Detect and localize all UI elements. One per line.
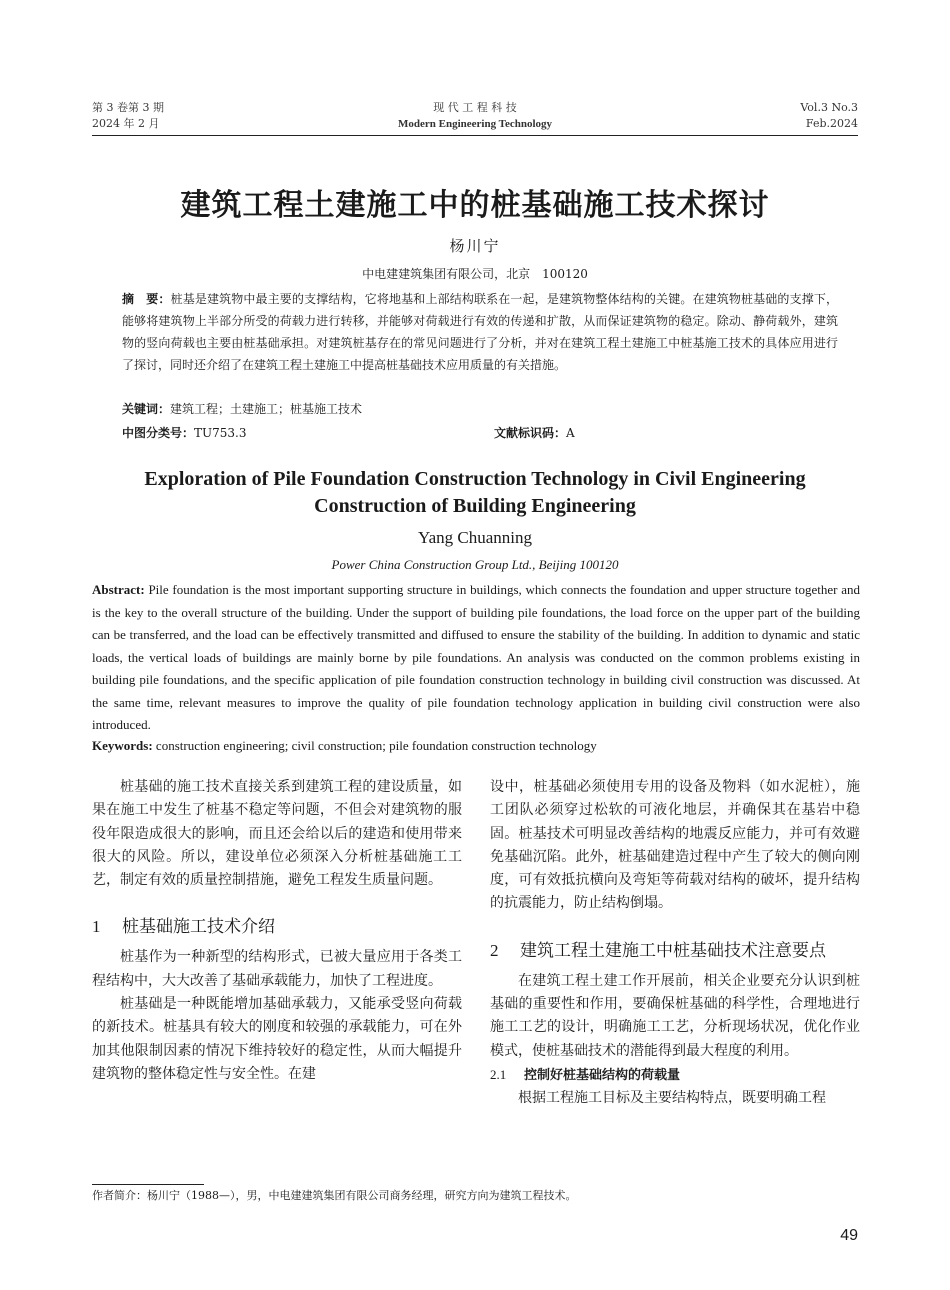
classification-number [122, 423, 247, 443]
section-1-paragraph-2-continued: 设中，桩基础必须使用专用的设备及物料（如水泥桩），施工团队必须穿过松软的可液化地层，并确保其在基岩中稳固。桩基技术可明显改善结构的地震反应能力，并可有效避免基础沉陷。此外，桩基础建造过程中产生了较大的侧向刚度，可有效抵抗横向及弯矩等荷载对结构的破坏，提升结构的抗震能力，防止结构倒塌。 [490, 779, 860, 912]
keywords-en [92, 736, 860, 756]
date-en: Feb.2024 [805, 117, 858, 130]
section-2-1-paragraph-1: 根据工程施工目标及主要结构特点，既要明确工程 [518, 1089, 826, 1106]
section-2-1-heading [490, 1063, 860, 1087]
date-cn: 2024 年 2 月 [92, 117, 160, 130]
section-2-title: 建筑工程土建施工中桩基础技术注意要点 [520, 940, 826, 961]
classification-label: 中图分类号： [122, 426, 195, 440]
abstract-label-en: Abstract: [92, 582, 145, 597]
abstract-text-en: Pile foundation is the most important supporting structure in buildings, which connects the foundation and upper structure together and is the key to the overall structure of the building. Under the support of building pile foundations, the load force on the upper part of the building can be transferred, and the load can be effectively transmitted and diffused to ensure the stability of the building. In addition to dynamic and static loads, the vertical loads of buildings are mainly borne by pile foundations. An analysis was conducted on the common problems existing in building pile foundations, and the specific application of pile foundation construction technology in building civil construction was discussed. At the same time, relevant measures to improve the quality of pile foundation technology application in building civil construction were also introduced. [92, 582, 860, 732]
abstract-text-cn: 桩基是建筑物中最主要的支撑结构，它将地基和上部结构联系在一起，是建筑物整体结构的关键。在建筑物桩基础的支撑下，能够将建筑物上半部分所受的荷载力进行转移，并能够对荷载进行有效的传递和扩散，从而保证建筑物的稳定。除动、静荷载外，建筑物的竖向荷载也主要由桩基础承担。对建筑桩基存在的常见问题进行了分析，并对在建筑工程土建施工中桩基施工技术的具体应用进行了探讨，同时还介绍了在建筑工程土建施工中提高桩基础技术应用质量的有关措施。 [122, 292, 838, 372]
keywords-cn [122, 399, 362, 419]
section-2-1-number: 2.1 [490, 1066, 507, 1082]
journal-name-en: Modern Engineering Technology [397, 118, 553, 130]
abstract-en [92, 579, 860, 737]
keywords-text-en: construction engineering; civil construction; pile foundation construction technology [152, 738, 597, 753]
document-code-value: A [566, 426, 575, 440]
paper-title-en-line1: Exploration of Pile Foundation Construction Technology in Civil Engineering [144, 468, 806, 490]
running-header-right [800, 100, 858, 132]
journal-name-cn: 现 代 工 程 科 技 [433, 101, 517, 114]
document-code [494, 423, 575, 443]
body-column-right [490, 776, 860, 1110]
section-2-number: 2 [490, 940, 499, 960]
keywords-text-cn: 建筑工程；土建施工；桩基施工技术 [170, 402, 363, 416]
volume-issue-en: Vol.3 No.3 [800, 101, 858, 114]
abstract-label-cn: 摘 要： [122, 292, 171, 306]
section-1-heading [92, 914, 462, 940]
author-en: Yang Chuanning [418, 528, 532, 547]
paper-title-en [0, 466, 950, 520]
header-rule [92, 135, 858, 136]
section-2-heading [490, 938, 860, 964]
affiliation-en: Power China Construction Group Ltd., Beijing 100120 [331, 557, 619, 572]
paper-title-cn: 建筑工程土建施工中的桩基础施工技术探讨 [180, 188, 770, 223]
section-1-title: 桩基础施工技术介绍 [122, 917, 275, 938]
footnote-rule [92, 1184, 204, 1185]
body-column-left [92, 776, 462, 1086]
classification-value: TU753.3 [194, 426, 247, 440]
section-1-number: 1 [92, 917, 101, 937]
document-code-label: 文献标识码： [494, 426, 567, 440]
author-footnote: 作者简介：杨川宁（1988—），男，中电建建筑集团有限公司商务经理，研究方向为建筑工程技术。 [92, 1189, 577, 1202]
section-2-paragraph-1: 在建筑工程土建工作开展前，相关企业要充分认识到桩基础的重要性和作用，要确保桩基础的科学性，合理地进行施工工艺的设计，明确施工工艺，分析现场状况，优化作业模式，使桩基础技术的潜能得到最大程度的利用。 [490, 972, 860, 1059]
page-number: 49 [840, 1227, 858, 1244]
paper-title-en-line2: Construction of Building Engineering [314, 495, 636, 517]
keywords-label-en: Keywords: [92, 738, 153, 753]
volume-issue-cn: 第 3 卷第 3 期 [92, 101, 164, 114]
section-2-1-title: 控制好桩基础结构的荷载量 [524, 1067, 681, 1083]
affiliation-cn: 中电建建筑集团有限公司，北京 100120 [362, 267, 588, 281]
section-1-paragraph-2: 桩基础是一种既能增加基础承载力，又能承受竖向荷载的新技术。桩基具有较大的刚度和较强的承载能力，可在外加其他限制因素的情况下维持较好的稳定性，从而大幅提升建筑物的整体稳定性与安全性。在建 [92, 996, 462, 1082]
abstract-cn [122, 288, 838, 376]
keywords-label-cn: 关键词： [122, 402, 171, 416]
section-1-paragraph-1: 桩基作为一种新型的结构形式，已被大量应用于各类工程结构中，大大改善了基础承载能力，加快了工程进度。 [92, 949, 462, 989]
author-cn: 杨川宁 [449, 237, 501, 255]
intro-paragraph: 桩基础的施工技术直接关系到建筑工程的建设质量，如果在施工中发生了桩基不稳定等问题，不但会对建筑物的服役年限造成很大的影响，而且还会给以后的建造和使用带来很大的风险。所以，建设单位必须深入分析桩基础施工工艺，制定有效的质量控制措施，避免工程发生质量问题。 [92, 779, 462, 889]
